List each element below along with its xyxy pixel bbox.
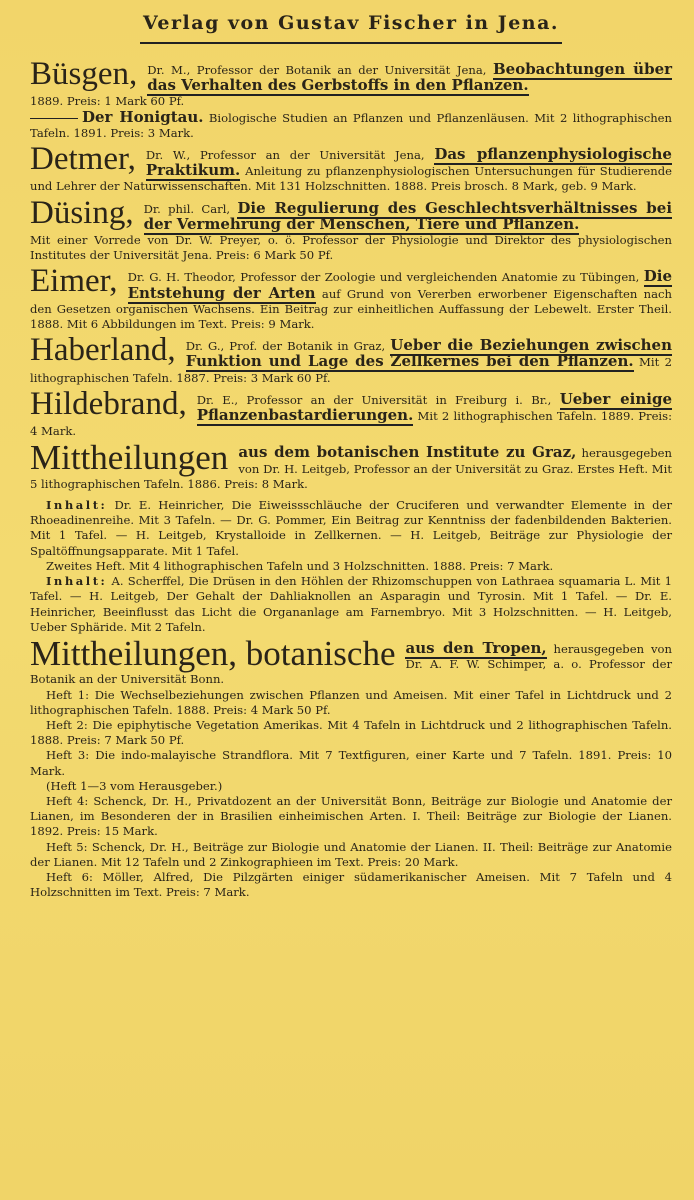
issue-1: Heft 1: Die Wechselbeziehungen zwischen Pflanzen und Ameisen. Mit einer Tafel in Lichtdruck und 2 lithographischen Tafeln. 1888. Preis: 4 Mark 50 Pf. bbox=[30, 687, 672, 717]
second-issue: Zweites Heft. Mit 4 lithographischen Tafeln und 3 Holzschnitten. 1888. Preis: 7 Mark. bbox=[46, 558, 554, 573]
series-name: Mittheilungen, botanische bbox=[30, 633, 396, 673]
book-title: Die Entstehung der Arten bbox=[127, 267, 673, 302]
dash-rule bbox=[30, 118, 78, 119]
book-title: Ueber einige Pflanzenbastardierungen. bbox=[196, 389, 672, 425]
series-name: Mittheilungen bbox=[30, 438, 229, 478]
entry-duesing bbox=[30, 194, 673, 264]
series-title: aus dem botanischen Institute zu Graz, bbox=[238, 443, 577, 462]
author-info: Dr. W., Professor an der Universität Jena, bbox=[145, 148, 425, 163]
entry-buesgen bbox=[30, 56, 673, 141]
entry-mittheilungen-tropen bbox=[30, 633, 673, 900]
contents-text: Dr. E. Heinricher, Die Eiweissschläuche der Cruciferen und verwandter Elemente in der Rhoeadinenreihe. Mit 3 Tafeln. — Dr. G. Pommer, Ein Beitrag zur Kenntniss der fadenbildenden Bakterien. Mit 1 Tafel. — H. Leitgeb, Krystalloide in Zellkernen. — H. Leitgeb, Beiträge zur Physiologie der Spaltöffnungsapparate. Mit 1 Tafel. bbox=[30, 498, 673, 558]
issue-6: Heft 6: Möller, Alfred, Die Pilzgärten einiger südamerikanischer Ameisen. Mit 7 Tafeln und 4 Holzschnitten im Text. Preis: 7 Mark. bbox=[30, 869, 672, 900]
book-details: Anleitung zu pflanzenphysiologischen Untersuchungen für Studierende und Lehrer der Naturwissenschaften. Mit 131 Holzschnitten. 1888. Preis brosch. 8 Mark, geb. 9 Mark. bbox=[30, 164, 673, 194]
issue-5: Heft 5: Schenck, Dr. H., Beiträge zur Biologie und Anatomie der Lianen. II. Theil: Beiträge zur Anatomie der Lianen. Mit 12 Tafeln und 2 Zinkographieen im Text. Preis: 20 Mark. bbox=[30, 839, 672, 869]
contents-label: Inhalt: bbox=[46, 574, 108, 589]
entry-haberland bbox=[30, 332, 673, 386]
book-details: 1889. Preis: 1 Mark 60 Pf. bbox=[30, 94, 185, 109]
entry-detmer bbox=[30, 141, 673, 195]
author-name: Eimer, bbox=[30, 263, 118, 300]
author-info: Dr. G., Prof. der Botanik in Graz, bbox=[185, 339, 386, 354]
author-info: Dr. G. H. Theodor, Professor der Zoologie und vergleichenden Anatomie zu Tübingen, bbox=[127, 270, 640, 285]
author-info: Dr. phil. Carl, bbox=[143, 201, 231, 216]
author-info: Dr. E., Professor an der Universität in Freiburg i. Br., bbox=[196, 392, 552, 407]
book-details: Biologische Studien an Pflanzen und Pflanzenläusen. Mit 2 lithographischen Tafeln. 1891. Preis: 3 Mark. bbox=[30, 110, 672, 140]
book-title: Der Honigtau. bbox=[82, 107, 204, 126]
book-details: Mit 2 lithographischen Tafeln. 1887. Preis: 3 Mark 60 Pf. bbox=[30, 355, 672, 385]
publisher-header: Verlag von Gustav Fischer in Jena. bbox=[142, 12, 560, 34]
issue-1-3-note: (Heft 1—3 vom Herausgeber.) bbox=[46, 778, 223, 793]
series-title: aus den Tropen, bbox=[405, 638, 547, 657]
contents-text: A. Scherffel, Die Drüsen in den Höhlen der Rhizomschuppen von Lathraea squamaria L. Mit 1 Tafel. — H. Leitgeb, Der Gehalt der Dahliaknollen an Asparagin und Tyrosin. Mit 1 Tafel. — Dr. E. Heinricher, Beeinflusst das Licht die Organanlage am Farnembryo. Mit 3 Holzschnitten. — H. Leitgeb, Ueber Sphäride. Mit 2 Tafeln. bbox=[30, 574, 672, 634]
book-title: Das pflanzenphysiologische Praktikum. bbox=[145, 145, 672, 180]
series-details: herausgegeben von Dr. A. F. W. Schimper, a. o. Professor der Botanik an der Universität Bonn. bbox=[30, 641, 673, 687]
issue-3: Heft 3: Die indo-malayische Strandflora. Mit 7 Textfiguren, einer Karte und 7 Tafeln. 1891. Preis: 10 Mark. bbox=[30, 748, 672, 778]
author-info: Dr. M., Professor der Botanik an der Universität Jena, bbox=[147, 63, 487, 77]
author-name: Düsing, bbox=[30, 194, 134, 231]
book-title: Beobachtungen über das Verhalten des Gerbstoffs in den Pflanzen. bbox=[147, 60, 673, 95]
contents-block bbox=[30, 574, 672, 635]
entry-hildebrand bbox=[30, 385, 673, 440]
author-name: Detmer, bbox=[30, 141, 136, 178]
entry-eimer bbox=[30, 263, 673, 332]
header-rule bbox=[140, 42, 562, 44]
issue-2: Heft 2: Die epiphytische Vegetation Amerikas. Mit 4 Tafeln in Lichtdruck und 2 lithographischen Tafeln. 1888. Preis: 7 Mark 50 Pf. bbox=[30, 717, 672, 748]
contents-label: Inhalt: bbox=[46, 498, 108, 513]
series-details: herausgegeben von Dr. H. Leitgeb, Professor an der Universität zu Graz. Erstes Heft. Mit 5 lithographischen Tafeln. 1886. Preis: 8 Mark. bbox=[30, 446, 672, 491]
book-details: Mit einer Vorrede von Dr. W. Preyer, o. ö. Professor der Physiologie und Direktor des physiologischen Institutes der Universität Jena. Preis: 6 Mark 50 Pf. bbox=[30, 233, 672, 263]
book-details: Mit 2 lithographischen Tafeln. 1889. Preis: 4 Mark. bbox=[30, 409, 673, 439]
book-title: Ueber die Beziehungen zwischen Funktion und Lage des Zellkernes bei den Pflanzen. bbox=[185, 336, 673, 371]
contents-block bbox=[30, 498, 672, 559]
author-name: Hildebrand, bbox=[30, 385, 187, 422]
book-title: Die Regulierung des Geschlechtsverhältnisses bei der Vermehrung der Menschen, Tiere und Pflanzen. bbox=[143, 198, 673, 233]
book-details: auf Grund von Vererben erworbener Eigenschaften nach den Gesetzen organischen Wachsens. Ein Beitrag zur einheitlichen Auffassung der Lebewelt. Erster Theil. 1888. Mit 6 Abbildungen im Text. Preis: 9 Mark. bbox=[30, 286, 672, 332]
issue-4: Heft 4: Schenck, Dr. H., Privatdozent an der Universität Bonn, Beiträge zur Biologie und Anatomie der Lianen, im Besonderen der in Brasilien einheimischen Arten. I. Theil: Beiträge zur Biologie der Lianen. 1892. Preis: 15 Mark. bbox=[30, 793, 672, 839]
author-name: Haberland, bbox=[30, 332, 176, 369]
author-name: Büsgen, bbox=[30, 56, 138, 92]
entry-mittheilungen-graz bbox=[30, 438, 673, 634]
